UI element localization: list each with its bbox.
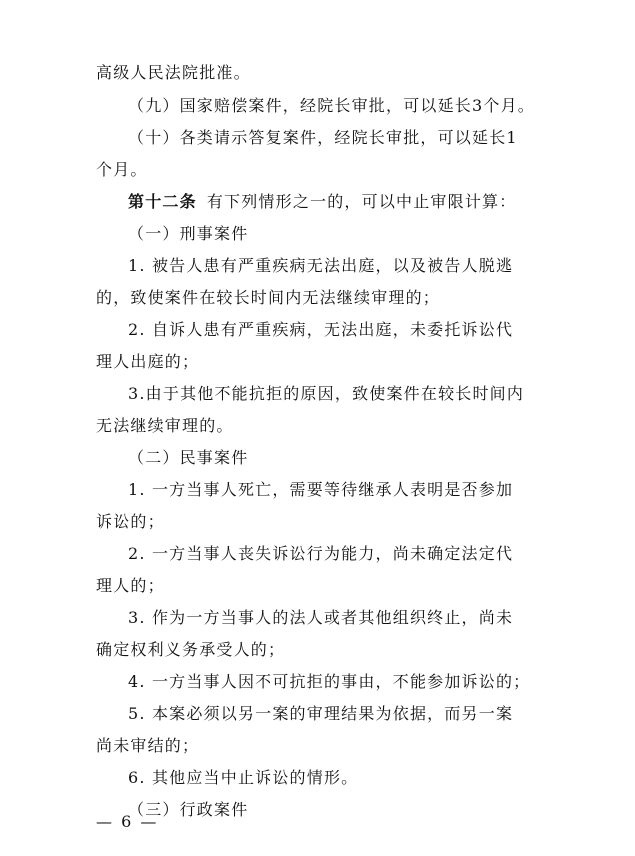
section-heading: （三）行政案件 xyxy=(128,800,249,819)
text-line: 诉讼的； xyxy=(96,512,165,531)
section-heading: （二）民事案件 xyxy=(128,448,249,467)
text-line: 理人出庭的； xyxy=(96,352,200,371)
section-heading: （一）刑事案件 xyxy=(128,224,249,243)
text-line: 4. 一方当事人因不可抗拒的事由，不能参加诉讼的； xyxy=(128,672,531,691)
text-line: 确定权利义务承受人的； xyxy=(96,640,286,659)
text-line: 1. 一方当事人死亡，需要等待继承人表明是否参加 xyxy=(128,480,514,499)
article-line xyxy=(128,192,578,212)
text-line: 3. 作为一方当事人的法人或者其他组织终止，尚未 xyxy=(128,608,514,627)
text-line: 高级人民法院批准。 xyxy=(96,63,251,82)
text-line: 尚未审结的； xyxy=(96,736,200,755)
article-label: 第十二条 xyxy=(128,192,197,211)
text-line: 5. 本案必须以另一案的审理结果为依据，而另一案 xyxy=(128,704,514,723)
text-line: （十）各类请示答复案件，经院长审批，可以延长1 xyxy=(128,128,518,147)
text-line: 无法继续审理的。 xyxy=(96,416,234,435)
text-line: 1. 被告人患有严重疾病无法出庭，以及被告人脱逃 xyxy=(128,256,514,275)
article-text: 有下列情形之一的，可以中止审限计算： xyxy=(206,192,517,211)
text-line: 2. 一方当事人丧失诉讼行为能力，尚未确定法定代 xyxy=(128,544,514,563)
text-line: 6. 其他应当中止诉讼的情形。 xyxy=(128,768,359,787)
text-line: 个月。 xyxy=(96,160,148,179)
page-number: — 6 — xyxy=(96,812,159,831)
text-line: 3.由于其他不能抗拒的原因，致使案件在较长时间内 xyxy=(128,384,525,403)
text-line: 2. 自诉人患有严重疾病，无法出庭，未委托诉讼代 xyxy=(128,320,514,339)
text-line: 的，致使案件在较长时间内无法继续审理的； xyxy=(96,288,441,307)
text-line: （九）国家赔偿案件，经院长审批，可以延长3个月。 xyxy=(128,96,535,115)
text-line: 理人的； xyxy=(96,576,165,595)
